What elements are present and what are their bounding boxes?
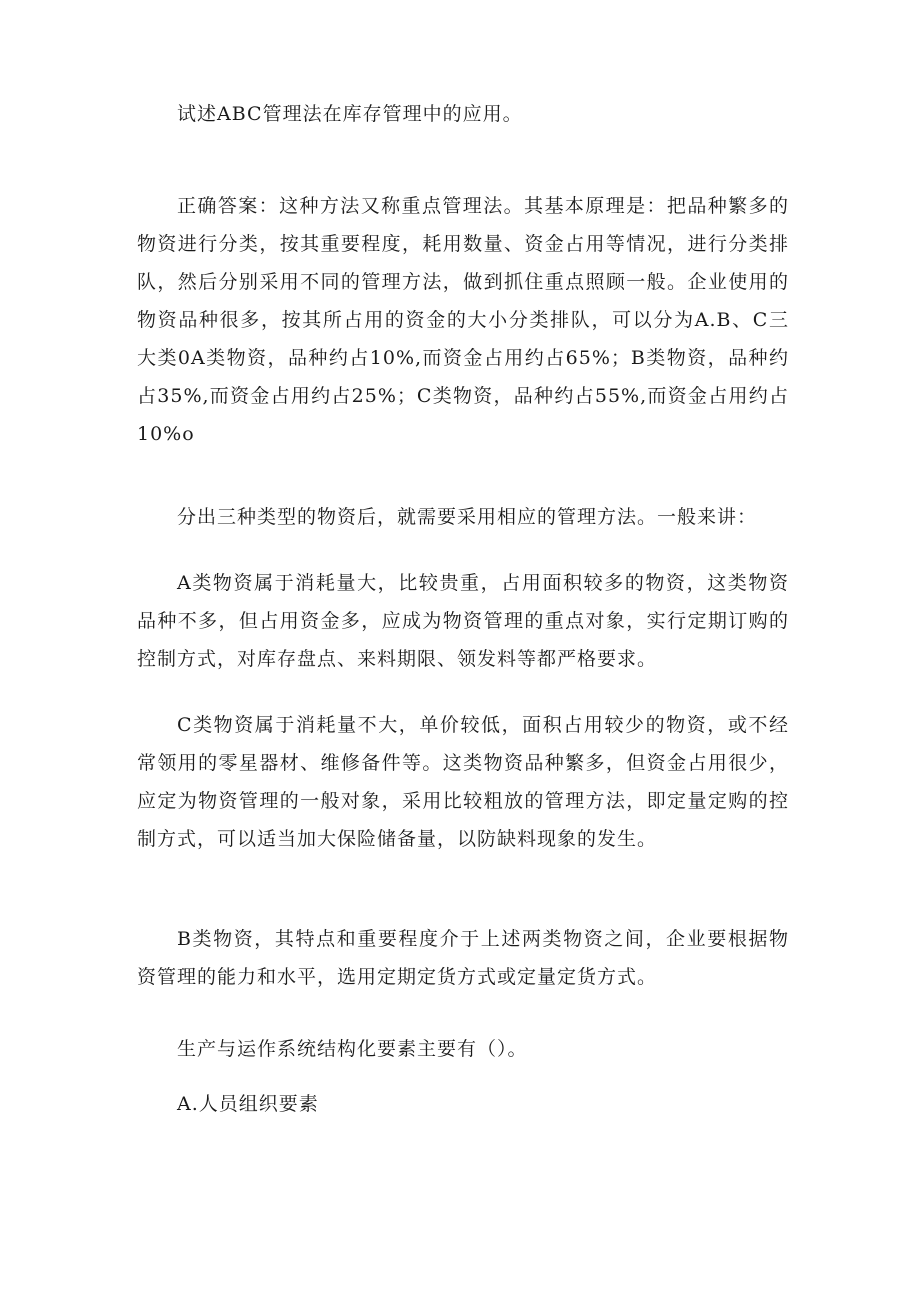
question-1: 试述ABC管理法在库存管理中的应用。: [177, 103, 523, 125]
question-2: 生产与运作系统结构化要素主要有（）。: [177, 1038, 528, 1060]
class-b-paragraph: B类物资，其特点和重要程度介于上述两类物资之间，企业要根据物资管理的能力和水平，选用定期定货方式或定量定货方式。: [137, 928, 789, 988]
class-a-paragraph: A类物资属于消耗量大，比较贵重，占用面积较多的物资，这类物资品种不多，但占用资金多，应成为物资管理的重点对象，实行定期订购的控制方式，对库存盘点、来料期限、领发料等都严格要求。: [137, 572, 789, 670]
option-a: A.人员组织要素: [177, 1093, 319, 1115]
answer-intro-paragraph: 正确答案：这种方法又称重点管理法。其基本原理是：把品种繁多的物资进行分类，按其重要程度，耗用数量、资金占用等情况，进行分类排队，然后分别采用不同的管理方法，做到抓住重点照顾一般。企业使用的物资品种很多，按其所占用的资金的大小分类排队，可以分为A.B、C三大类0A类物资，品种约占10%,而资金占用约占65%；B类物资，品种约占35%,而资金占用约占25%；C类物资，品种约占55%,而资金占用约占10%o: [137, 195, 789, 445]
class-c-paragraph: C类物资属于消耗量不大，单价较低，面积占用较少的物资，或不经常领用的零星器材、维修备件等。这类物资品种繁多，但资金占用很少，应定为物资管理的一般对象，采用比较粗放的管理方法，即定量定购的控制方式，可以适当加大保险储备量，以防缺料现象的发生。: [137, 714, 789, 850]
classification-lead-paragraph: 分出三种类型的物资后，就需要采用相应的管理方法。一般来讲：: [177, 506, 758, 528]
